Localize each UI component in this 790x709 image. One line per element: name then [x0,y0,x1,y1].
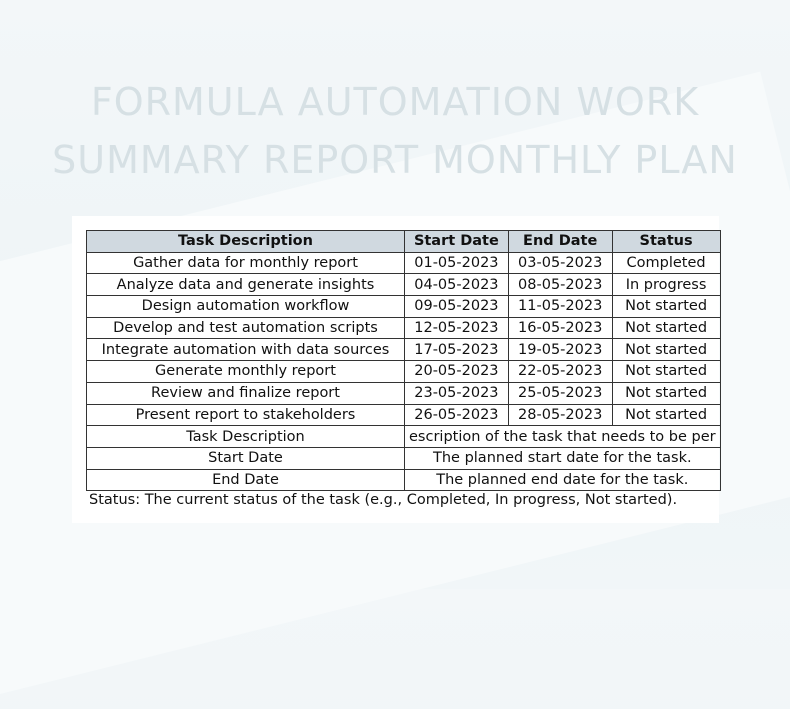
task-cell: Design automation workflow [87,296,405,318]
task-cell: Analyze data and generate insights [87,274,405,296]
start-date-cell: 01-05-2023 [405,252,509,274]
status-cell: Not started [612,339,720,361]
end-date-cell: 19-05-2023 [508,339,612,361]
definition-text: The planned end date for the task. [405,469,721,491]
end-date-cell: 03-05-2023 [508,252,612,274]
start-date-cell: 26-05-2023 [405,404,509,426]
header-task-description: Task Description [87,231,405,253]
start-date-cell: 20-05-2023 [405,361,509,383]
task-cell: Review and finalize report [87,382,405,404]
definition-text: escription of the task that needs to be per [405,426,721,448]
start-date-cell: 17-05-2023 [405,339,509,361]
header-start-date: Start Date [405,231,509,253]
status-cell: Not started [612,404,720,426]
end-date-cell: 28-05-2023 [508,404,612,426]
definition-row [87,426,721,448]
task-cell: Gather data for monthly report [87,252,405,274]
end-date-cell: 08-05-2023 [508,274,612,296]
end-date-cell: 16-05-2023 [508,317,612,339]
page-title-line2: SUMMARY REPORT MONTHLY PLAN [52,138,738,182]
start-date-cell: 12-05-2023 [405,317,509,339]
task-cell: Develop and test automation scripts [87,317,405,339]
start-date-cell: 04-05-2023 [405,274,509,296]
task-cell: Present report to stakeholders [87,404,405,426]
page-title-line1: FORMULA AUTOMATION WORK [90,80,700,124]
status-cell: Not started [612,317,720,339]
end-date-cell: 11-05-2023 [508,296,612,318]
status-cell: Not started [612,296,720,318]
definition-term: End Date [87,469,405,491]
start-date-cell: 23-05-2023 [405,382,509,404]
table-header-row [87,231,721,253]
header-status: Status [612,231,720,253]
definition-term: Task Description [87,426,405,448]
status-cell: In progress [612,274,720,296]
status-cell: Not started [612,361,720,383]
status-cell: Completed [612,252,720,274]
task-cell: Integrate automation with data sources [87,339,405,361]
table-row [87,339,721,361]
end-date-cell: 25-05-2023 [508,382,612,404]
task-table [86,230,721,491]
definition-row [87,447,721,469]
table-row [87,404,721,426]
definition-text: The planned start date for the task. [405,447,721,469]
task-cell: Generate monthly report [87,361,405,383]
table-row [87,274,721,296]
status-cell: Not started [612,382,720,404]
table-row [87,317,721,339]
definition-row [87,469,721,491]
end-date-cell: 22-05-2023 [508,361,612,383]
status-note: Status: The current status of the task (e.g., Completed, In progress, Not started). [89,492,678,508]
table-row [87,252,721,274]
table-row [87,382,721,404]
definition-term: Start Date [87,447,405,469]
header-end-date: End Date [508,231,612,253]
table-row [87,361,721,383]
table-row [87,296,721,318]
start-date-cell: 09-05-2023 [405,296,509,318]
